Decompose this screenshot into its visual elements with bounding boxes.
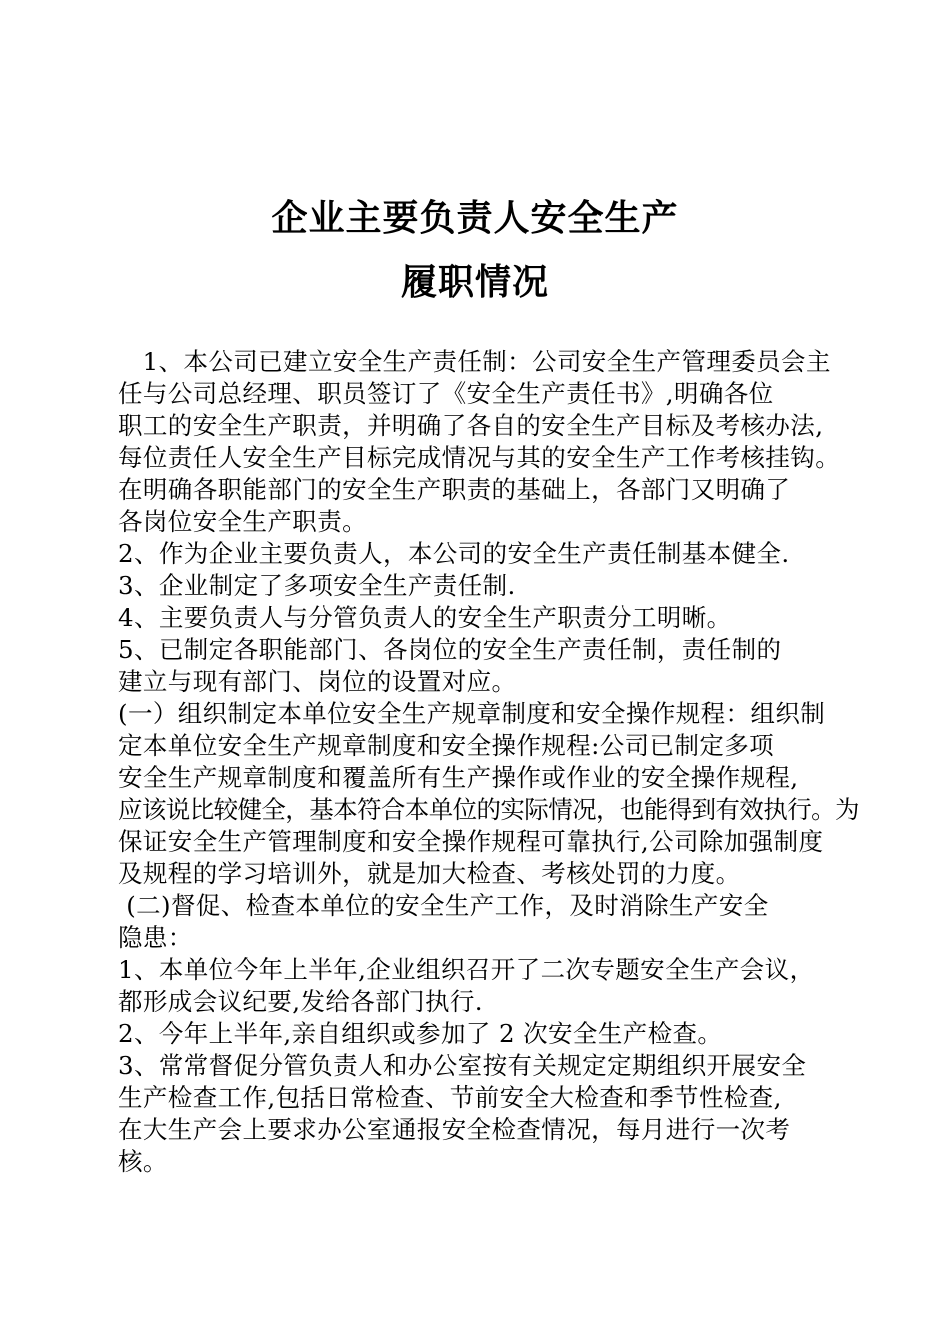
document-title-line-2: 履职情况 [400,261,549,303]
body-line: (一）组织制定本单位安全生产规章制度和安全操作规程：组织制 [118,699,826,728]
document-title-line-1: 企业主要负责人安全生产 [271,197,679,239]
body-line: 在明确各职能部门的安全生产职责的基础上，各部门又明确了 [118,475,791,504]
document-body [118,346,859,1178]
body-line: 核。 [118,1147,168,1176]
body-line: 1、本单位今年上半年,企业组织召开了二次专题安全生产会议， [118,955,815,984]
body-line: 每位责任人安全生产目标完成情况与其的安全生产工作考核挂钩。 [118,443,841,472]
body-line: 5、已制定各职能部门、各岗位的安全生产责任制，责任制的 [118,635,782,664]
body-line: 4、主要负责人与分管负责人的安全生产职责分工明晰。 [118,603,732,632]
body-line: 任与公司总经理、职员签订了《安全生产责任书》,明确各位 [118,379,774,408]
body-line: 2、今年上半年,亲自组织或参加了 2 次安全生产检查。 [118,1019,723,1048]
body-line: 职工的安全生产职责，并明确了各自的安全生产目标及考核办法, [118,411,824,440]
body-line: 应该说比较健全，基本符合本单位的实际情况，也能得到有效执行。为 [118,795,859,824]
body-line: 2、作为企业主要负责人，本公司的安全生产责任制基本健全. [118,539,790,568]
body-line: 定本单位安全生产规章制度和安全操作规程:公司已制定多项 [118,731,775,760]
body-line: 保证安全生产管理制度和安全操作规程可靠执行,公司除加强制度 [118,827,824,856]
body-line: 在大生产会上要求办公室通报安全检查情况，每月进行一次考 [118,1115,791,1144]
body-line: 各岗位安全生产职责。 [118,507,367,536]
body-line: 生产检查工作,包括日常检查、节前安全大检查和季节性检查, [118,1083,782,1112]
body-line: (二)督促、检查本单位的安全生产工作，及时消除生产安全 [118,891,769,920]
body-line: 3、常常督促分管负责人和办公室按有关规定定期组织开展安全 [118,1051,807,1080]
body-line: 建立与现有部门、岗位的设置对应。 [118,667,517,696]
body-line: 1、本公司已建立安全生产责任制：公司安全生产管理委员会主 [118,347,831,376]
body-line: 3、企业制定了多项安全生产责任制. [118,571,516,600]
body-line: 安全生产规章制度和覆盖所有生产操作或作业的安全操作规程, [118,763,799,792]
body-line: 及规程的学习培训外，就是加大检查、考核处罚的力度。 [118,859,741,888]
body-line: 隐患： [118,923,193,952]
body-line: 都形成会议纪要,发给各部门执行. [118,987,483,1016]
